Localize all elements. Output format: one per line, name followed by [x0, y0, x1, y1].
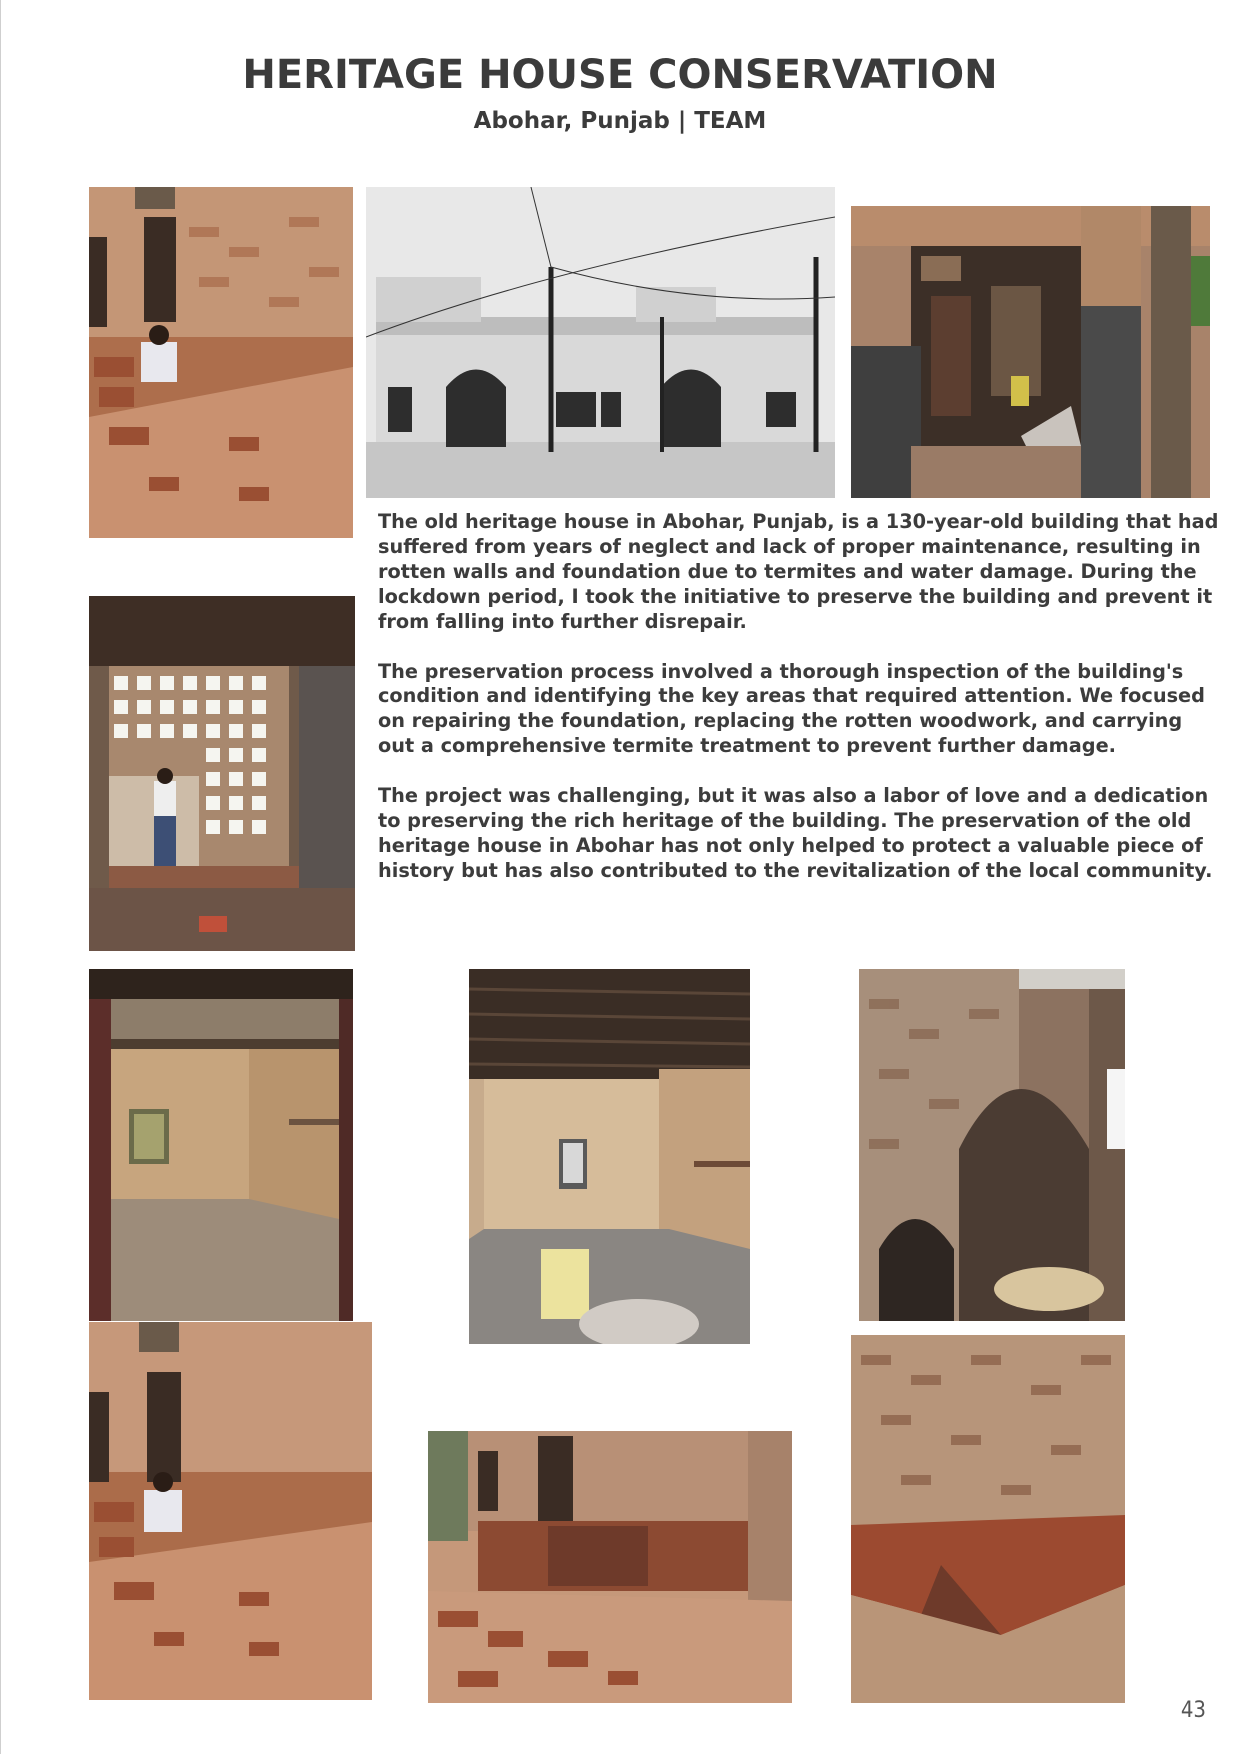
paragraph-conclusion: The project was challenging, but it was also a labor of love and a dedication to preserving the rich heritage of the building. The preservation of the old heritage house in Abohar has not only helped to protect a valuable piece of history but has also contributed to the revitalization of the local community.: [378, 784, 1213, 882]
photo-interior-room-left: [89, 969, 353, 1321]
photo-brick-arches: [859, 969, 1125, 1321]
page-number: 43: [1180, 1698, 1206, 1723]
body-text: [378, 510, 1223, 909]
photo-worker-brick-wall-top: [89, 187, 353, 538]
paragraph-process: The preservation process involved a thorough inspection of the building's condition and identifying the key areas that required attention. We focused on repairing the foundation, replacing the rotten woodwork, and carrying out a comprehensive termite treatment to prevent further damage.: [378, 659, 1205, 758]
photo-doorway-pillars: [851, 206, 1210, 498]
paragraph-intro: The old heritage house in Abohar, Punjab, is a 130-year-old building that had suffered from years of neglect and lack of proper maintenance, resulting in rotten walls and foundation due to termites and water damage. During the lockdown period, I took the initiative to preserve the building and prevent it from falling into further disrepair.: [378, 510, 1219, 633]
photo-interior-room-crate: [469, 969, 750, 1344]
page-edge: [0, 0, 1, 1754]
photo-brick-corner-foundation: [851, 1335, 1125, 1703]
photo-jaali-window-worker: [89, 596, 355, 951]
photo-heritage-facade: [366, 187, 835, 498]
page-title: HERITAGE HOUSE CONSERVATION: [242, 52, 998, 98]
page-subtitle: Abohar, Punjab | TEAM: [473, 108, 767, 134]
photo-new-brick-foundation: [428, 1431, 792, 1703]
photo-worker-brick-wall-bottom: [89, 1322, 372, 1700]
